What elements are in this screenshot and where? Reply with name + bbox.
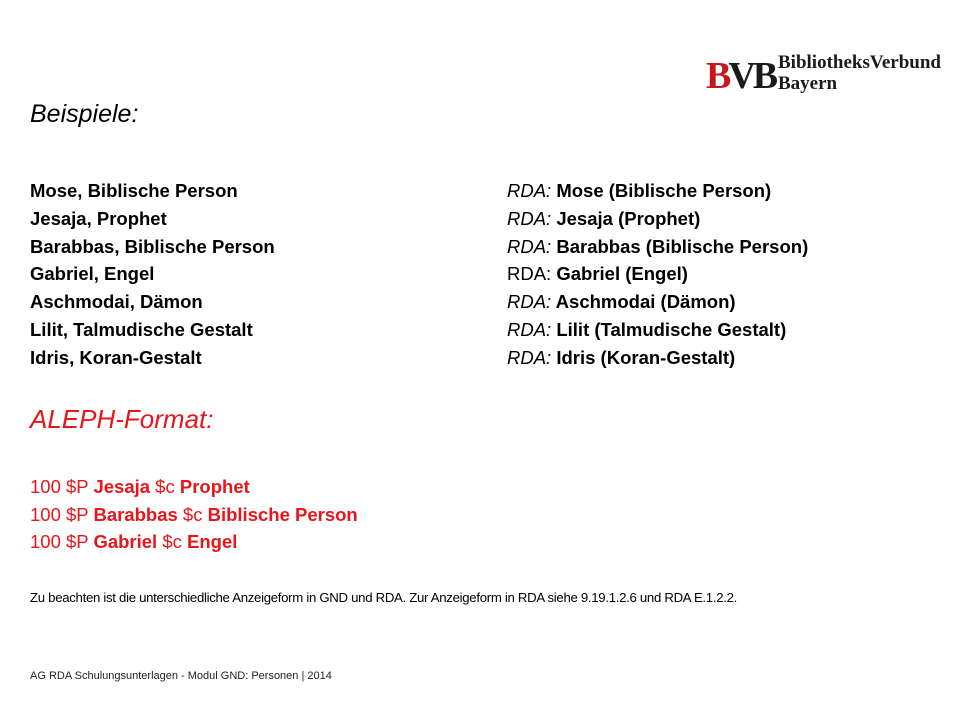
footer-text: AG RDA Schulungsunterlagen - Modul GND: Personen | 2014 — [30, 670, 332, 682]
gnd-form: Jesaja, Prophet — [30, 207, 167, 229]
logo-line-2: Bayern — [778, 73, 838, 94]
rda-value: Idris (Koran-Gestalt) — [556, 346, 736, 368]
rda-form — [507, 317, 786, 343]
aleph-qualifier: Biblische Person — [207, 503, 358, 525]
example-row — [30, 317, 930, 345]
example-row — [30, 206, 930, 234]
logo-mark-vb: VB — [728, 55, 776, 97]
aleph-field — [30, 529, 358, 557]
aleph-qualifier: Prophet — [179, 476, 250, 497]
aleph-subfield: $c — [157, 531, 188, 552]
rda-form — [507, 261, 688, 287]
aleph-prefix: 100 $P — [30, 531, 94, 552]
aleph-subfield: $c — [177, 503, 208, 525]
rda-value: Lilit (Talmudische Gestalt) — [556, 318, 787, 340]
rda-label: RDA: — [507, 263, 552, 285]
gnd-form: Gabriel, Engel — [30, 263, 155, 285]
rda-form — [507, 289, 736, 315]
rda-label: RDA: — [507, 291, 552, 313]
aleph-field — [30, 502, 358, 530]
note-text: Zu beachten ist die unterschiedliche Anzeigeform in GND und RDA. Zur Anzeigeform in RDA siehe 9.19.1.2.6 und RDA E.1.2.2. — [30, 590, 737, 605]
aleph-prefix: 100 $P — [30, 503, 94, 525]
gnd-form: Lilit, Talmudische Gestalt — [30, 318, 253, 340]
example-row — [30, 261, 930, 289]
gnd-form: Aschmodai, Dämon — [30, 291, 203, 313]
gnd-form: Idris, Koran-Gestalt — [30, 346, 202, 368]
bvb-logo — [706, 52, 950, 96]
rda-value: Aschmodai (Dämon) — [555, 291, 736, 313]
rda-label: RDA: — [507, 180, 552, 201]
rda-value: Gabriel (Engel) — [556, 263, 688, 285]
rda-label: RDA: — [507, 207, 552, 229]
aleph-qualifier: Engel — [187, 531, 238, 552]
aleph-list — [30, 474, 358, 557]
rda-label: RDA: — [507, 235, 552, 257]
rda-form — [507, 345, 735, 371]
rda-form — [507, 234, 808, 260]
logo-line-1: BibliotheksVerbund — [778, 52, 941, 73]
bvb-logo-text — [778, 52, 941, 94]
rda-value: Barabbas (Biblische Person) — [556, 235, 809, 257]
logo-mark-b: B — [706, 55, 729, 97]
aleph-name: Jesaja — [93, 476, 151, 497]
example-row — [30, 234, 930, 262]
example-row — [30, 289, 930, 317]
aleph-prefix: 100 $P — [30, 476, 94, 497]
rda-value: Mose (Biblische Person) — [556, 180, 772, 201]
aleph-subfield: $c — [150, 476, 180, 497]
examples-list — [30, 178, 930, 373]
rda-label: RDA: — [507, 318, 552, 340]
example-row — [30, 345, 930, 373]
examples-heading: Beispiele: — [30, 100, 139, 128]
rda-form — [507, 206, 700, 232]
aleph-name: Barabbas — [93, 503, 178, 525]
example-row — [30, 178, 930, 206]
gnd-form: Mose, Biblische Person — [30, 180, 238, 201]
rda-value: Jesaja (Prophet) — [556, 207, 701, 229]
aleph-name: Gabriel — [93, 531, 158, 552]
gnd-form: Barabbas, Biblische Person — [30, 235, 275, 257]
rda-label: RDA: — [507, 346, 552, 368]
aleph-field — [30, 474, 358, 502]
bvb-logo-mark — [706, 56, 775, 96]
rda-form — [507, 178, 771, 204]
aleph-heading: ALEPH-Format: — [30, 404, 214, 434]
